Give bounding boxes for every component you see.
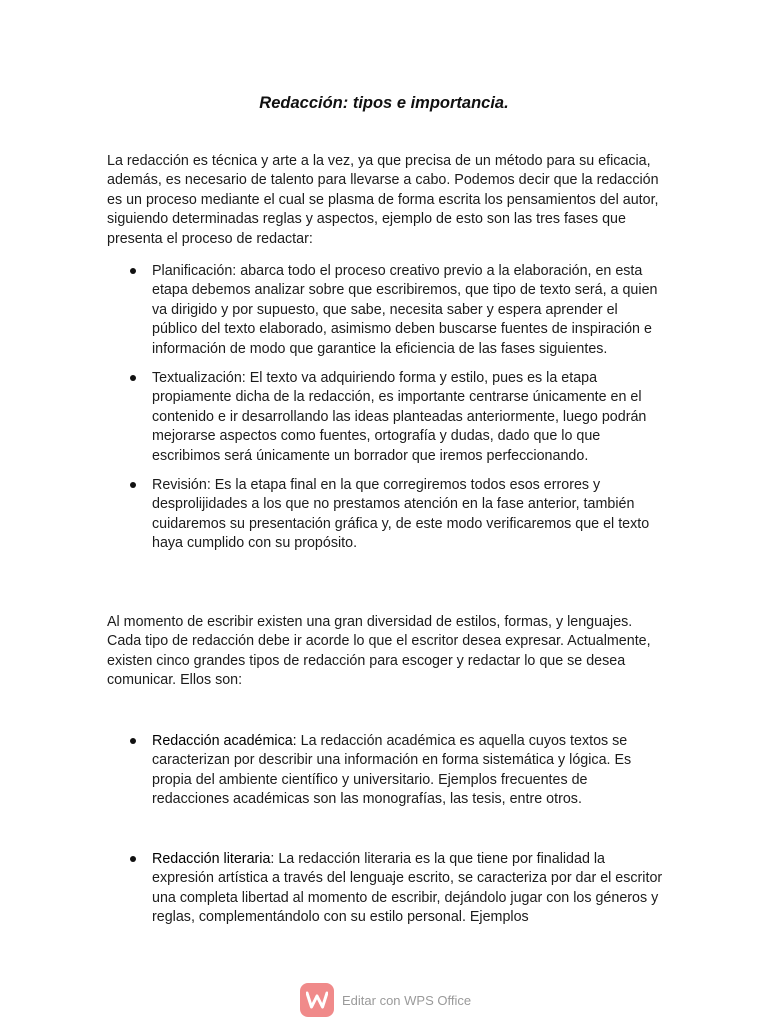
bullet-icon [130,856,136,862]
phase-text: Revisión: Es la etapa final en la que corregiremos todos esos errores y desprolijidades a los que no prestamos atención en la fase anterior, también cuidaremos su presentación gráfica y, de este modo verificaremos que el texto haya cumplido con su propósito. [152,477,650,552]
list-item [0,850,664,928]
phases-list [0,262,768,554]
wps-w-icon [306,991,328,1009]
list-item [0,732,664,810]
wps-logo-icon[interactable] [300,983,334,1017]
type-label: Redacción académica: [152,733,297,749]
type-label: Redacción literaria [152,851,271,867]
types-list-continued [0,850,768,928]
type-text: : La redacción literaria es la que tiene por finalidad la expresión artística a través del lenguaje escrito, se caracteriza por dar el escritor una completa libertad al momento de escribir, dejándolo jugar con los géneros y reglas, complementándolo con su estilo personal. Ejemplos [152,851,663,926]
bullet-icon [130,482,136,488]
bullet-icon [130,738,136,744]
types-intro-paragraph: Al momento de escribir existen una gran diversidad de estilos, formas, y lenguajes. Cada tipo de redacción debe ir acorde lo que el escritor desea expresar. Actualmente, existen cinco grandes tipos de redacción para escoger y redactar lo que se desea comunicar. Ellos son: [107,614,651,689]
phase-text: Planificación: abarca todo el proceso creativo previo a la elaboración, en esta etapa debemos analizar sobre que escribiremos, que tipo de texto será, a quien va dirigido y por supuesto, que sabe, necesita saber y espera aprender el público del texto elaborado, asimismo deben buscarse fuentes de inspiración e información de modo que garantice la eficiencia de las fases siguientes. [152,263,658,357]
intro-paragraph: La redacción es técnica y arte a la vez, ya que precisa de un método para su eficacia, además, es necesario de talento para llevarse a cabo. Podemos decir que la redacción es un proceso mediante el cual se plasma de forma escrita los pensamientos del autor, siguiendo determinadas reglas y aspectos, ejemplo de esto son las tres fases que presenta el proceso de redactar: [107,153,659,247]
document-title: Redacción: tipos e importancia. [259,94,509,112]
bullet-icon [130,268,136,274]
phase-text: Textualización: El texto va adquiriendo forma y estilo, pues es la etapa propiamente dicha de la redacción, es importante centrarse únicamente en el contenido e ir desarrollando las ideas planteadas anteriormente, luego podrán mejorarse aspectos como fuentes, ortografía y dudas, dado que lo que escribimos será únicamente un borrador que iremos perfeccionando. [152,370,647,464]
wps-edit-label[interactable]: Editar con WPS Office [342,992,472,1008]
bullet-icon [130,375,136,381]
wps-edit-banner[interactable] [300,982,471,1018]
types-list [0,732,768,810]
list-item [0,476,664,554]
list-item [0,369,664,466]
list-item [0,262,664,359]
type-text: La redacción académica es aquella cuyos textos se caracterizan por describir una información en forma sistemática y lógica. Es propia del ambiente científico y universitario. Ejemplos frecuentes de redacciones académicas son las monografías, las tesis, entre otros. [152,733,632,808]
